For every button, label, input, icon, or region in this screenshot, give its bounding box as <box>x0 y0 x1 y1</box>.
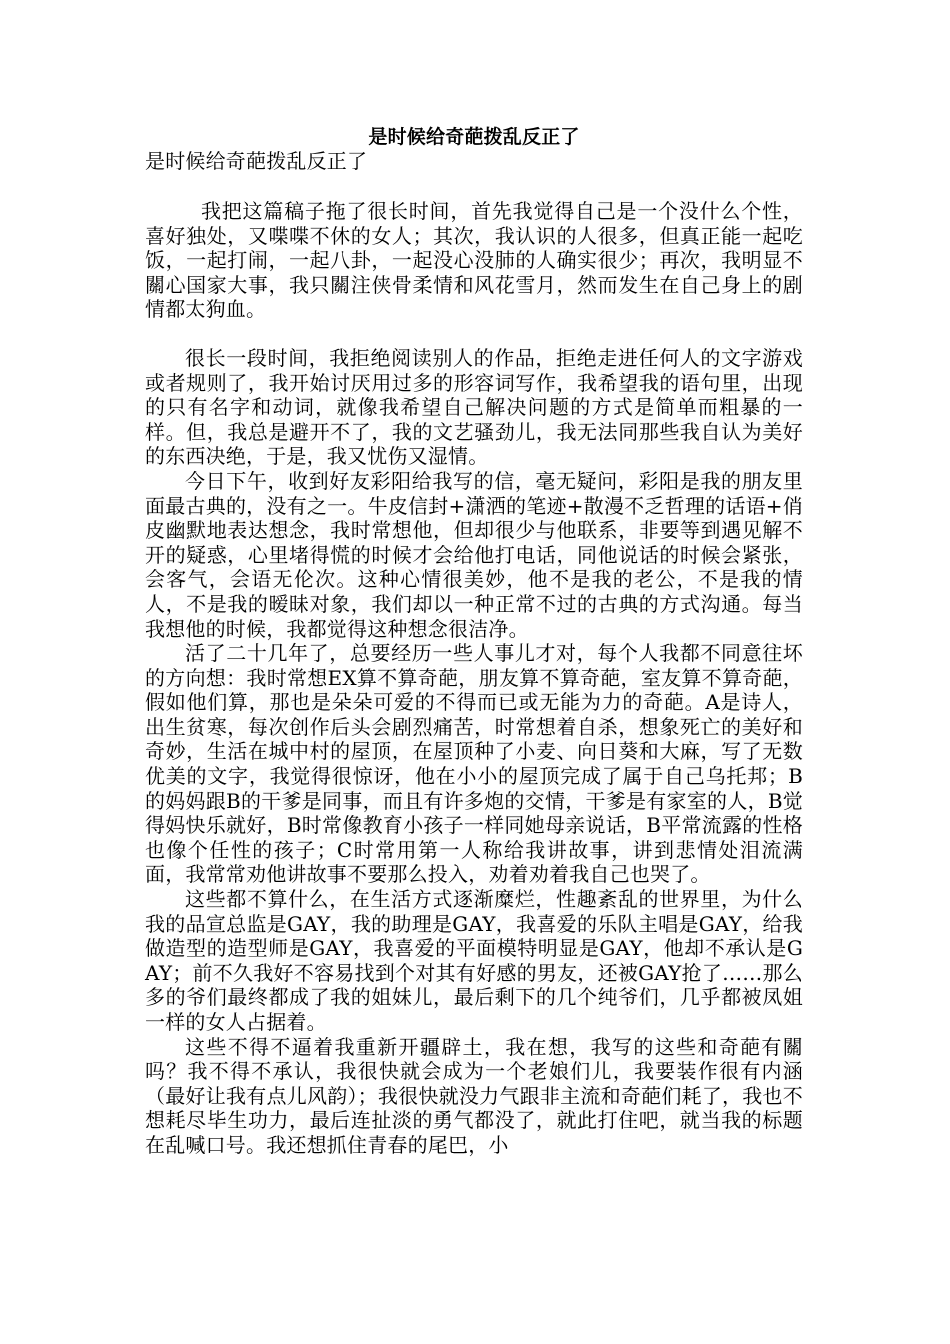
document-body <box>145 125 803 1158</box>
blank-line <box>145 173 803 199</box>
document-subtitle: 是时候给奇葩拨乱反正了 <box>145 149 368 173</box>
paragraph: 这些不得不逼着我重新开疆辟土，我在想，我写的这些和奇葩有關吗？我不得不承认，我很快就会成为一个老娘们儿，我要装作很有内涵（最好让我有点儿风韵）；我很快就没力气跟非主流和奇葩们耗了，我也不想耗尽毕生功力，最后连扯淡的勇气都没了，就此打住吧，就当我的标题在乱喊口号。我还想抓住青春的尾巴，小 <box>145 1034 803 1157</box>
paragraph: 活了二十几年了，总要经历一些人事儿才对，每个人我都不同意往坏的方向想：我时常想EX算不算奇葩，朋友算不算奇葩，室友算不算奇葩，假如他们算，那也是朵朵可爱的不得而已或无能为力的奇葩。A是诗人，出生贫寒，每次创作后头会剧烈痛苦，时常想着自杀，想象死亡的美好和奇妙，生活在城中村的屋顶，在屋顶种了小麦、向日葵和大麻，写了无数优美的文字，我觉得很惊讶，他在小小的屋顶完成了属于自己乌托邦；B的妈妈跟B的干爹是同事，而且有许多炮的交情，干爹是有家室的人，B觉得妈快乐就好，B时常像教育小孩子一样同她母亲说话，B平常流露的性格也像个任性的孩子；C时常用第一人称给我讲故事，讲到悲情处泪流满面，我常常劝他讲故事不要那么投入，劝着劝着我自己也哭了。 <box>145 641 803 887</box>
paragraph: 这些都不算什么，在生活方式逐渐糜烂，性趣紊乱的世界里，为什么我的品宣总监是GAY，我的助理是GAY，我喜爱的乐队主唱是GAY，给我做造型的造型师是GAY，我喜爱的平面模特明显是GAY，他却不承认是GAY；前不久我好不容易找到个对其有好感的男友，还被GAY抢了……那么多的爷们最终都成了我的姐妹儿，最后剩下的几个纯爷们，几乎都被凤姐一样的女人占据着。 <box>145 887 803 1034</box>
paragraph: 今日下午，收到好友彩阳给我写的信，毫无疑问，彩阳是我的朋友里面最古典的，没有之一。牛皮信封+潇洒的笔迹+散漫不乏哲理的话语+俏皮幽默地表达想念，我时常想他，但却很少与他联系，非要等到遇见解不开的疑惑，心里堵得慌的时候才会给他打电话，同他说话的时候会紧张，会客气，会语无伦次。这种心情很美妙，他不是我的老公，不是我的情人，不是我的暧昧对象，我们却以一种正常不过的古典的方式沟通。每当我想他的时候，我都觉得这种想念很洁净。 <box>145 468 803 641</box>
paragraph: 我把这篇稿子拖了很长时间，首先我觉得自己是一个没什么个性，喜好独处，又喋喋不休的女人；其次，我认识的人很多，但真正能一起吃饭，一起打闹，一起八卦，一起没心没肺的人确实很少；再次，我明显不關心国家大事，我只關注侠骨柔情和风花雪月，然而发生在自己身上的剧情都太狗血。 <box>145 199 803 322</box>
paragraph: 很长一段时间，我拒绝阅读别人的作品，拒绝走进任何人的文字游戏或者规则了，我开始讨厌用过多的形容词写作，我希望我的语句里，出现的只有名字和动词，就像我希望自己解决问题的方式是简单而粗暴的一样。但，我总是避开不了，我的文艺骚劲儿，我无法同那些我自认为美好的东西决绝，于是，我又忧伤又湿情。 <box>145 345 803 469</box>
document-title: 是时候给奇葩拨乱反正了 <box>368 126 580 148</box>
